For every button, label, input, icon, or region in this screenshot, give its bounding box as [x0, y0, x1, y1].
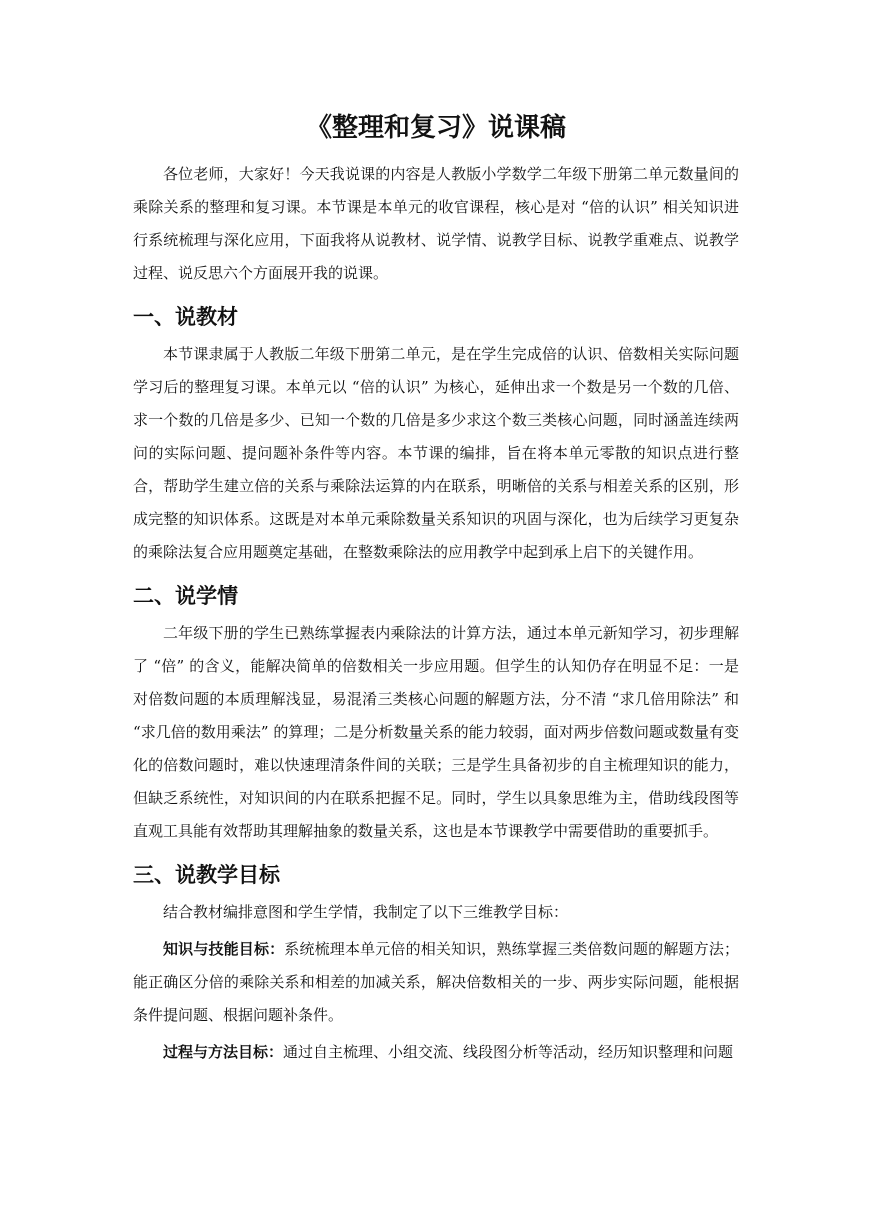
section-objectives: [133, 860, 739, 1069]
students-paragraph: 二年级下册的学生已熟练掌握表内乘除法的计算方法，通过本单元新知学习，初步理解了 “倍” 的含义，能解决简单的倍数相关一步应用题。但学生的认知仍存在明显不足：一是对倍数问题的本质理解浅显，易混淆三类核心问题的解题方法，分不清 “求几倍用除法” 和 “求几倍的数用乘法” 的算理；二是分析数量关系的能力较弱，面对两步倍数问题或数量有变化的倍数问题时，难以快速理清条件间的关联；三是学生具备初步的自主梳理知识的能力，但缺乏系统性，对知识间的内在联系把握不足。同时，学生以具象思维为主，借助线段图等直观工具能有效帮助其理解抽象的数量关系，这也是本节课教学中需要借助的重要抓手。: [133, 624, 739, 840]
goal-text-knowledge: 系统梳理本单元倍的相关知识，熟练掌握三类倍数问题的解题方法；能正确区分倍的乘除关系和相差的加减关系，解决倍数相关的一步、两步实际问题，能根据条件提问题、根据问题补条件。: [133, 940, 739, 1024]
section-heading-students: 二、说学情: [133, 584, 238, 608]
goal-text-process: 通过自主梳理、小组交流、线段图分析等活动，经历知识整理和问题: [283, 1043, 734, 1061]
goal-label-process: 过程与方法目标：: [163, 1043, 284, 1061]
process-method-goal: [133, 1036, 739, 1069]
section-textbook: [133, 302, 739, 569]
section-heading-objectives: 三、说教学目标: [133, 863, 280, 887]
intro-paragraph: 各位老师，大家好！今天我说课的内容是人教版小学数学二年级下册第二单元数量间的乘除关系的整理和复习课。本节课是本单元的收官课程，核心是对 “倍的认识” 相关知识进行系统梳理与深化应用，下面我将从说教材、说学情、说教学目标、说教学重难点、说教学过程、说反思六个方面展开我的说课。: [133, 165, 739, 282]
section-students: [133, 581, 739, 848]
document-title: 《整理和复习》说课稿: [305, 113, 566, 143]
textbook-paragraph: 本节课隶属于人教版二年级下册第二单元，是在学生完成倍的认识、倍数相关实际问题学习后的整理复习课。本单元以 “倍的认识” 为核心，延伸出求一个数是另一个数的几倍、求一个数的几倍是多少、已知一个数的几倍是多少求这个数三类核心问题，同时涵盖连续两问的实际问题、提问题补条件等内容。本节课的编排，旨在将本单元零散的知识点进行整合，帮助学生建立倍的关系与乘除法运算的内在联系，明晰倍的关系与相差关系的区别，形成完整的知识体系。这既是对本单元乘除数量关系知识的巩固与深化，也为后续学习更复杂的乘除法复合应用题奠定基础，在整数乘除法的应用教学中起到承上启下的关键作用。: [133, 345, 739, 561]
knowledge-skill-goal: [133, 933, 739, 1032]
goal-label-knowledge: 知识与技能目标：: [163, 940, 285, 958]
document-page: [133, 108, 739, 1069]
objectives-intro-paragraph: 结合教材编排意图和学生学情，我制定了以下三维教学目标：: [163, 903, 569, 921]
section-heading-textbook: 一、说教材: [133, 305, 238, 329]
